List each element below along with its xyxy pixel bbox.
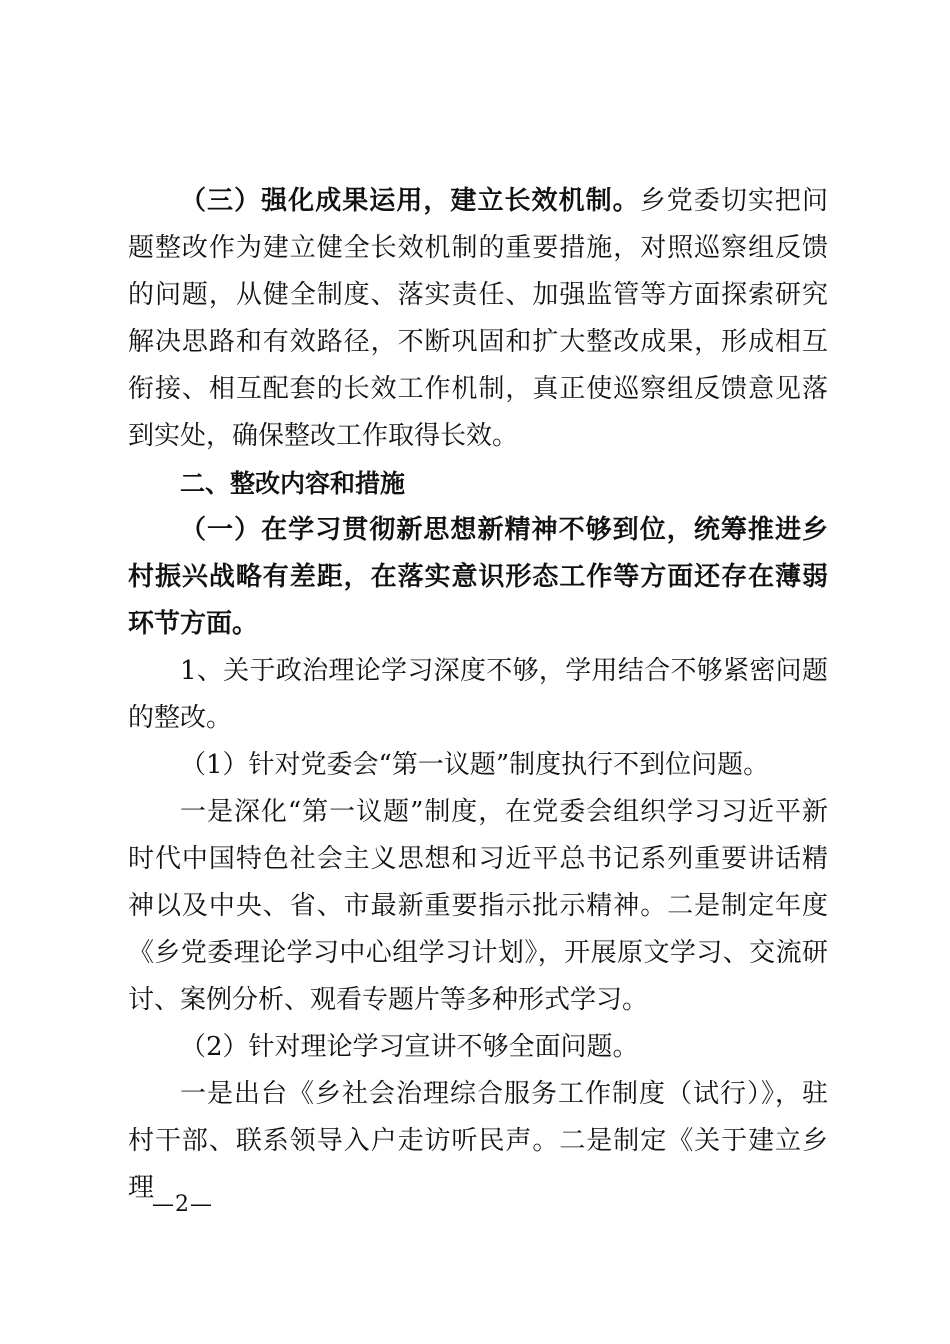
sub-item-heading-2: （2）针对理论学习宣讲不够全面问题。 bbox=[180, 1032, 639, 1062]
subsection-heading: （一）在学习贯彻新思想新精神不够到位，统筹推进乡村振兴战略有差距，在落实意识形态工作等方面还存在薄弱环节方面。 bbox=[128, 515, 828, 639]
paragraph-body: 乡党委切实把问题整改作为建立健全长效机制的重要措施，对照巡察组反馈的问题，从健全制度、落实责任、加强监管等方面探索研究解决思路和有效路径，不断巩固和扩大整改成果，形成相互衔接、相互配套的长效工作机制，真正使巡察组反馈意见落到实处，确保整改工作取得长效。 bbox=[128, 186, 828, 451]
sub-item-body-2: 一是出台《乡社会治理综合服务工作制度（试行）》，驻村干部、联系领导入户走访听民声。二是制定《关于建立乡理 bbox=[128, 1079, 828, 1203]
paragraph-long-term-mechanism bbox=[128, 178, 828, 460]
paragraph-heading-bold: （三）强化成果运用，建立长效机制。 bbox=[180, 186, 640, 216]
section-heading: 二、整改内容和措施 bbox=[180, 469, 406, 498]
item-heading: 1、关于政治理论学习深度不够，学用结合不够紧密问题的整改。 bbox=[128, 656, 828, 733]
page-number: —2— bbox=[152, 1192, 213, 1217]
document-body bbox=[128, 178, 828, 1212]
sub-item-body-1: 一是深化“第一议题”制度，在党委会组织学习习近平新时代中国特色社会主义思想和习近平总书记系列重要讲话精神以及中央、省、市最新重要指示批示精神。二是制定年度《乡党委理论学习中心组学习计划》，开展原文学习、交流研讨、案例分析、观看专题片等多种形式学习。 bbox=[128, 797, 828, 1015]
sub-item-heading-1: （1）针对党委会“第一议题”制度执行不到位问题。 bbox=[180, 750, 770, 780]
